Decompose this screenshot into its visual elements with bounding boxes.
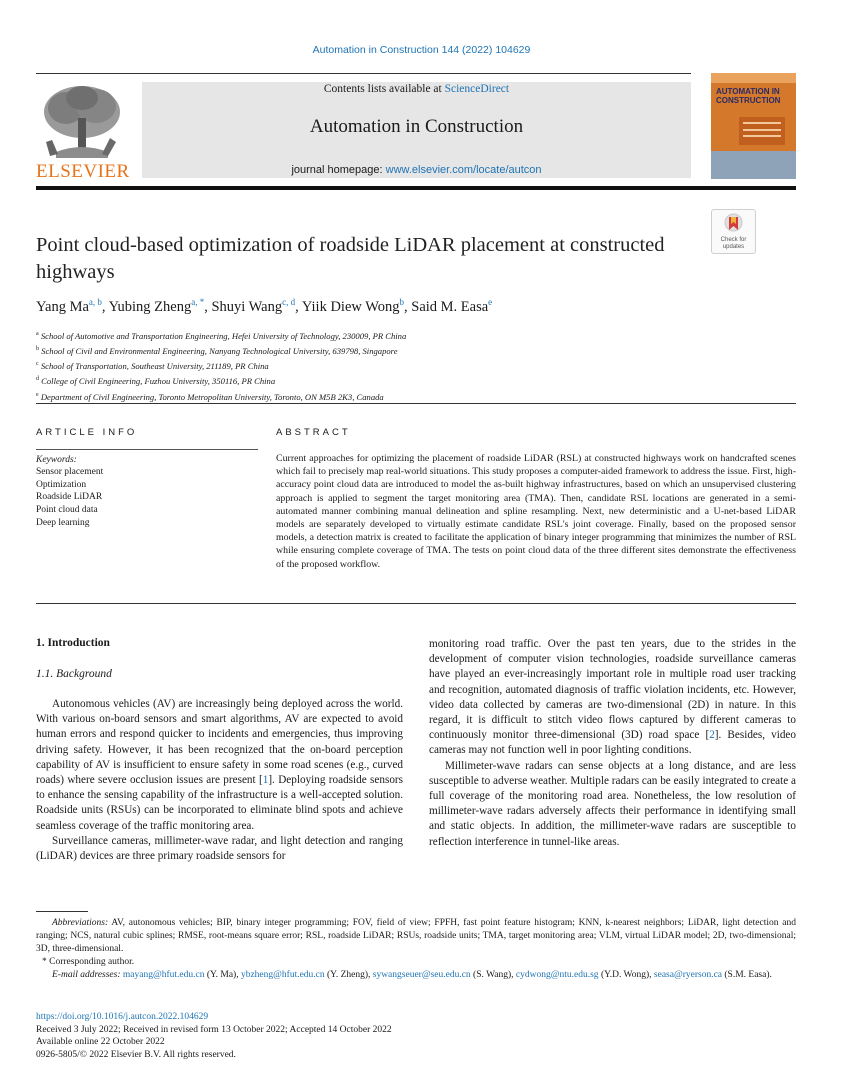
- abstract-divider: [36, 603, 796, 604]
- elsevier-wordmark: ELSEVIER: [36, 161, 130, 182]
- cover-title: [716, 87, 792, 105]
- email-link[interactable]: seasa@ryerson.ca: [653, 970, 723, 980]
- keyword-item: Roadside LiDAR: [36, 492, 103, 503]
- check-for-updates-badge[interactable]: [711, 209, 756, 254]
- affiliation-text: School of Civil and Environmental Engineering, Nanyang Technological University, 639798, Singapore: [41, 346, 398, 357]
- contents-line: [142, 83, 691, 95]
- abstract-heading: ABSTRACT: [276, 427, 351, 438]
- available-online-date: Available online 22 October 2022: [36, 1037, 165, 1048]
- email-footnote: [36, 969, 796, 982]
- affiliation-sup: a: [36, 331, 39, 337]
- email-owner: (Y.D. Wong),: [598, 970, 654, 980]
- email-link[interactable]: sywangseuer@seu.edu.cn: [372, 970, 471, 980]
- author-list: [36, 297, 492, 316]
- affiliation-item: [36, 389, 406, 404]
- doi-link[interactable]: https://doi.org/10.1016/j.autcon.2022.104629: [36, 1012, 209, 1022]
- sciencedirect-link[interactable]: ScienceDirect: [444, 83, 510, 95]
- keyword-item: Sensor placement: [36, 467, 104, 477]
- badge-text: [712, 237, 755, 251]
- affiliation-sup: d: [36, 376, 39, 383]
- badge-line2: updates: [722, 244, 745, 250]
- keyword-item: Point cloud data: [36, 505, 98, 516]
- affiliation-sup: e: [36, 391, 39, 398]
- author-affiliation-sup[interactable]: c, d: [282, 297, 296, 307]
- email-label: E-mail addresses:: [52, 970, 121, 980]
- footnotes: [36, 917, 796, 982]
- body-left-column: [36, 697, 403, 864]
- footnote-rule: [36, 911, 88, 912]
- subsection-heading-background: 1.1. Background: [36, 668, 112, 680]
- received-dates: Received 3 July 2022; Received in revised form 13 October 2022; Accepted 14 October 2022: [36, 1024, 392, 1035]
- affiliation-sup: c: [36, 361, 39, 368]
- copyright-notice: 0926-5805/© 2022 Elsevier B.V. All rights reserved.: [36, 1049, 236, 1060]
- article-info-heading: ARTICLE INFO: [36, 427, 138, 438]
- cover-title-line1: AUTOMATION IN: [716, 87, 780, 96]
- abbreviations-text: AV, autonomous vehicles; BIP, binary integer programming; FOV, field of view; FPFH, fast point feature histogram; KNN, k-nearest neighbors; LiDAR, light detection and ranging; NCS, natural cubic splines; RMSE, root-means square error; RSL, roadside LiDAR; RSUs, roadside units; TMA, target monitoring area; VLM, virtual LiDAR model; 2D, two-dimensional; 3D, three-dimensional.: [36, 918, 796, 954]
- affiliation-text: Department of Civil Engineering, Toronto Metropolitan University, Toronto, ON M5B 2K3, Canada: [40, 391, 384, 402]
- body-paragraph: Millimeter-wave radars can sense objects at a long distance, and are less susceptible to adverse weather. Multiple radars can be easily integrated to create a full coverage of the monitoring road area. Nonetheless, the low resolution of millimeter-wave radars adversely affects their performance in identifying small and static objects. In addition, the millimeter-wave radars are susceptible to reflection interference in tunnel-like areas.: [429, 759, 796, 848]
- author-separator: ,: [295, 298, 302, 315]
- author-affiliation-sup[interactable]: a, *: [191, 297, 205, 307]
- author-affiliation-sup[interactable]: b: [399, 297, 404, 307]
- citation-link[interactable]: 1: [262, 774, 269, 787]
- author-separator: ,: [404, 298, 412, 315]
- body-right-column: [429, 637, 796, 850]
- homepage-link[interactable]: www.elsevier.com/locate/autcon: [385, 164, 542, 176]
- affiliation-item: [36, 358, 406, 373]
- keywords-label: Keywords:: [36, 455, 77, 465]
- badge-line1: Check for: [720, 237, 747, 243]
- affiliation-sup: b: [36, 346, 39, 353]
- article-info-rule: [36, 449, 258, 450]
- affiliation-item: [36, 343, 406, 358]
- abstract-text: Current approaches for optimizing the placement of roadside LiDAR (RSL) at constructed highways work on handcrafted scenes which fail to precisely map real-world situations. This study proposes a computer-aided framework to address the issue. First, high-accuracy point cloud data are introduced to model the as-built highway infrastructures, based on which an unsupervised clustering approach is applied to segment the target monitoring area (TMA). Then, candidate RSL locations are generated in a semi-automated manner combining manual delineation and spline resampling. Next, new deterministic and a U-net-based LiDAR models are separately developed to virtually estimate candidate RSL's joint coverage. Finally, based on the proposed sensor models, a detection matrix is created to facilitate the application of binary integer programming that minimizes the number of RSL while ensuring complete coverage of TMA. The tests on point cloud data of the three different sites demonstrate the effectiveness of the proposed workflow.: [276, 453, 796, 570]
- author-affiliation-sup[interactable]: a, b: [88, 297, 102, 307]
- abbreviations-label: Abbreviations:: [52, 918, 109, 928]
- cover-photo: [711, 151, 796, 179]
- elsevier-tree-logo: [36, 82, 128, 160]
- section-heading-introduction: 1. Introduction: [36, 637, 110, 649]
- contents-prefix: Contents lists available at: [323, 83, 445, 95]
- email-owner: (S.M. Easa).: [722, 970, 772, 980]
- author-name[interactable]: Said M. Easa: [411, 298, 489, 315]
- author-separator: ,: [204, 298, 212, 315]
- author-affiliation-sup[interactable]: e: [488, 297, 493, 307]
- publication-metadata: [36, 1011, 392, 1061]
- email-owner: (Y. Ma),: [204, 970, 241, 980]
- author-name[interactable]: Yang Ma: [36, 298, 89, 315]
- email-link[interactable]: ybzheng@hfut.edu.cn: [240, 970, 325, 980]
- header-top-rule: [36, 73, 691, 74]
- cover-top-band: [711, 73, 796, 83]
- paragraph-text: Autonomous vehicles (AV) are increasingly being deployed across the world. With various on-board sensors and smart algorithms, AV are expected to avoid human errors and respond quicker to incidents and emergencies, thus improving driving safety. However, it has been recognized that the on-board perception capability of AV is insufficient to ensure safety in some road scenes (e.g., curved roads) where severe occlusion issues are present [: [36, 698, 403, 787]
- affiliation-text: School of Transportation, Southeast University, 211189, PR China: [40, 361, 269, 372]
- journal-citation[interactable]: Automation in Construction 144 (2022) 104629: [312, 44, 531, 56]
- author-name[interactable]: Shuyi Wang: [211, 298, 283, 315]
- elsevier-tree-icon: [36, 82, 128, 160]
- affiliation-list: [36, 328, 406, 404]
- cover-title-line2: CONSTRUCTION: [716, 96, 781, 105]
- body-paragraph: Surveillance cameras, millimeter-wave radar, and light detection and ranging (LiDAR) devices are three primary roadside sensors for: [36, 834, 403, 863]
- affiliation-item: [36, 328, 406, 343]
- email-link[interactable]: mayang@hfut.edu.cn: [122, 970, 205, 980]
- affiliation-text: School of Automotive and Transportation Engineering, Hefei University of Technology, 230009, PR China: [40, 330, 407, 341]
- journal-name: Automation in Construction: [309, 116, 524, 137]
- author-separator: ,: [101, 298, 109, 315]
- keyword-list: [36, 466, 103, 530]
- email-owner: (Y. Zheng),: [324, 970, 373, 980]
- frontmatter-divider: [36, 403, 796, 404]
- author-name[interactable]: Yubing Zheng: [108, 298, 192, 315]
- header-bottom-rule: [36, 186, 796, 190]
- body-paragraph: [429, 637, 796, 759]
- paragraph-text: ]. Besides, video cameras may not function well in poor lighting conditions.: [429, 729, 796, 757]
- citation-link[interactable]: 2: [709, 729, 715, 742]
- affiliation-item: [36, 373, 406, 388]
- keyword-item: Deep learning: [36, 517, 90, 528]
- paragraph-text: ]. Deploying roadside sensors to enhance the sensing capability of the infrastructure is a well-accepted solution. Roadside units (RSUs) can be incorporated to eliminate blind spots and achieve seamless coverage of the traffic monitoring area.: [36, 774, 404, 832]
- body-paragraph: [36, 697, 403, 834]
- email-owner: (S. Wang),: [470, 970, 516, 980]
- homepage-prefix: journal homepage:: [291, 164, 386, 176]
- keyword-item: Optimization: [36, 479, 87, 490]
- journal-homepage-line: [142, 164, 691, 176]
- abbreviations-footnote: [36, 917, 796, 956]
- cover-contents-block: [739, 117, 785, 145]
- corresponding-author-note: * Corresponding author.: [42, 957, 135, 967]
- email-link[interactable]: cydwong@ntu.edu.sg: [515, 970, 599, 980]
- article-title: Point cloud-based optimization of roadside LiDAR placement at constructed highways: [36, 234, 665, 283]
- author-name[interactable]: Yiik Diew Wong: [301, 298, 400, 315]
- paragraph-text: monitoring road traffic. Over the past ten years, due to the strides in the development of computer vision technologies, roadside surveillance cameras have played an ever-increasingly important role in multiple road user tracking and recognition, automated diagnosis of traffic violation incidents, etc. However, video data collected by cameras are two-dimensional (2D) in nature. In this regard, it is difficult to stitch video flows captured by different cameras to continuously monitor three-dimensional (3D) road space [: [429, 638, 796, 742]
- journal-cover-image[interactable]: [711, 73, 796, 179]
- affiliation-text: College of Civil Engineering, Fuzhou University, 350116, PR China: [41, 376, 276, 387]
- bookmark-ribbon-icon: [724, 213, 743, 235]
